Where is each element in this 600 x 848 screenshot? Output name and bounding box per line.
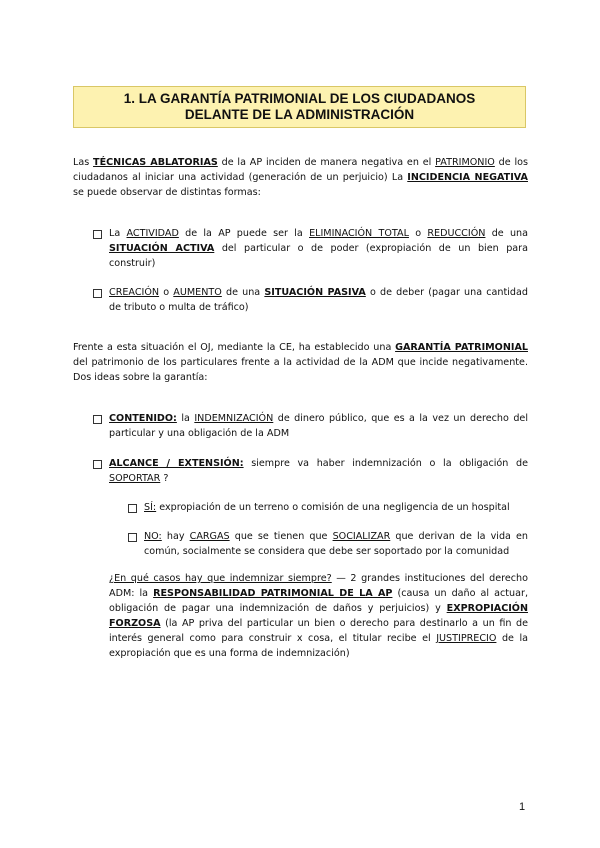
term-garantia-patrimonial: GARANTÍA PATRIMONIAL (395, 342, 528, 353)
list-item-contenido: CONTENIDO: la INDEMNIZACIÓN de dinero público, que es a la vez un derecho del particular y una obligación de la ADM (109, 413, 528, 439)
section-title (73, 86, 526, 128)
list-item-creacion: CREACIÓN o AUMENTO de una SITUACIÓN PASIVA o de deber (pagar una cantidad de tributo o multa de tráfico) (109, 287, 528, 313)
list-item-alcance: ALCANCE / EXTENSIÓN: siempre va haber indemnización o la obligación de SOPORTAR ? (109, 458, 528, 484)
sub-item-no: NO: hay CARGAS que se tienen que SOCIALIZAR que derivan de la vida en común, socialmente se considera que debe ser soportado por la comunidad (144, 531, 528, 557)
checkbox-icon (93, 230, 102, 239)
checkbox-icon (128, 533, 137, 542)
list-item-actividad: La ACTIVIDAD de la AP puede ser la ELIMINACIÓN TOTAL o REDUCCIÓN de una SITUACIÓN ACTIVA del particular o de poder (expropiación de un bien para construir) (109, 228, 528, 269)
checkbox-icon (93, 289, 102, 298)
title-line-2: DELANTE DE LA ADMINISTRACIÓN (184, 107, 415, 122)
term-patrimonio: PATRIMONIO (435, 157, 495, 168)
term-tecnicas-ablatorias: TÉCNICAS ABLATORIAS (93, 157, 218, 168)
term-incidencia-negativa: INCIDENCIA NEGATIVA (407, 172, 528, 183)
checkbox-icon (93, 415, 102, 424)
garantia-paragraph: Frente a esta situación el OJ, mediante la CE, ha establecido una GARANTÍA PATRIMONIAL del patrimonio de los particulares frente a la actividad de la ADM que incide negativamente. Dos ideas sobre la garantía: (73, 342, 528, 383)
page-number: 1 (519, 801, 526, 813)
checkbox-icon (128, 504, 137, 513)
sub-item-si: SÍ: expropiación de un terreno o comisión de una negligencia de un hospital (144, 502, 510, 513)
title-line-1: 1. LA GARANTÍA PATRIMONIAL DE LOS CIUDADANOS (123, 91, 476, 106)
intro-paragraph: Las TÉCNICAS ABLATORIAS de la AP inciden de manera negativa en el PATRIMONIO de los ciudadanos al iniciar una actividad (generación de un perjuicio) La INCIDENCIA NEGATIVA se puede observar de distintas formas: (73, 157, 528, 198)
checkbox-icon (93, 460, 102, 469)
indemnizar-paragraph: ¿En qué casos hay que indemnizar siempre? — 2 grandes instituciones del derecho ADM: la RESPONSABILIDAD PATRIMONIAL DE LA AP (causa un daño al actuar, obligación de pagar una indemnización de daños y perjuicios) y EXPROPIACIÓN FORZOSA (la AP priva del particular un bien o derecho para destinarlo a un fin de interés general como para construir x cosa, el titular recibe el JUSTIPRECIO de la expropiación que es una forma de indemnización) (109, 573, 528, 659)
